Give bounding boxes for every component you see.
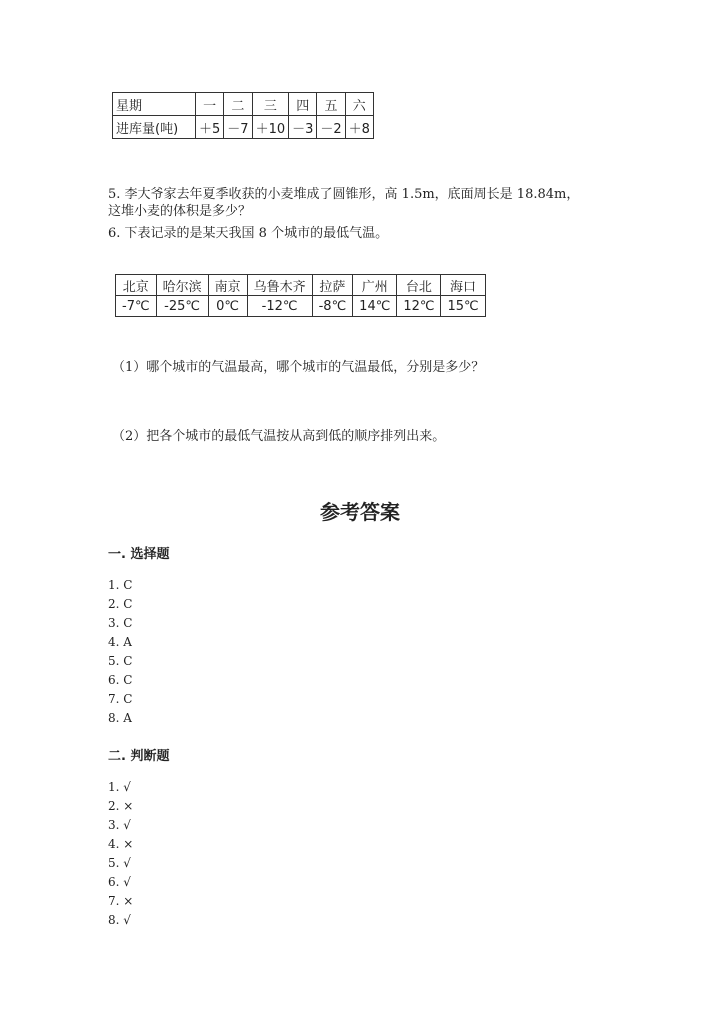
table-cell: ＋5 xyxy=(196,116,224,139)
list-item: 2. C xyxy=(108,597,133,611)
section-heading-choice: 一. 选择题 xyxy=(108,547,170,562)
list-item: 5. √ xyxy=(108,856,131,870)
temperature-table xyxy=(115,274,486,317)
temp-cell: -7℃ xyxy=(116,296,157,317)
city-cell: 台北 xyxy=(397,275,441,296)
city-cell: 南京 xyxy=(208,275,247,296)
temp-cell: 14℃ xyxy=(353,296,397,317)
list-item: 4. × xyxy=(108,837,134,851)
table-row xyxy=(116,296,486,317)
table-cell: 进库量(吨) xyxy=(113,116,196,139)
table-cell: 星期 xyxy=(113,93,196,116)
list-item: 6. √ xyxy=(108,875,131,889)
table-cell: 六 xyxy=(345,93,373,116)
list-item: 8. A xyxy=(108,711,132,725)
list-item: 7. × xyxy=(108,894,134,908)
table-cell: ＋10 xyxy=(252,116,289,139)
city-cell: 北京 xyxy=(116,275,157,296)
temp-cell: 12℃ xyxy=(397,296,441,317)
list-item: 6. C xyxy=(108,673,133,687)
sub-question-1: （1）哪个城市的气温最高，哪个城市的气温最低，分别是多少？ xyxy=(112,360,485,375)
temp-cell: 0℃ xyxy=(208,296,247,317)
question-5-line2: 这堆小麦的体积是多少？ xyxy=(108,204,252,219)
section-heading-judge: 二. 判断题 xyxy=(108,749,170,764)
city-cell: 拉萨 xyxy=(312,275,353,296)
city-cell: 哈尔滨 xyxy=(156,275,208,296)
list-item: 5. C xyxy=(108,654,133,668)
question-5-line1: 5. 李大爷家去年夏季收获的小麦堆成了圆锥形，高 1.5m，底面周长是 18.84m， xyxy=(108,187,580,202)
city-cell: 乌鲁木齐 xyxy=(247,275,312,296)
table-cell: －7 xyxy=(224,116,252,139)
table-row xyxy=(113,116,374,139)
city-cell: 海口 xyxy=(441,275,485,296)
judge-answers-list xyxy=(108,778,133,930)
table-cell: 三 xyxy=(252,93,289,116)
table-row xyxy=(116,275,486,296)
table-cell: 五 xyxy=(317,93,345,116)
list-item: 8. √ xyxy=(108,913,131,927)
list-item: 3. C xyxy=(108,616,133,630)
temp-cell: -12℃ xyxy=(247,296,312,317)
table-row xyxy=(113,93,374,116)
list-item: 2. × xyxy=(108,799,134,813)
table-cell: －2 xyxy=(317,116,345,139)
stock-table xyxy=(112,92,374,139)
question-5 xyxy=(108,186,579,220)
city-cell: 广州 xyxy=(353,275,397,296)
table-cell: 二 xyxy=(224,93,252,116)
table-cell: －3 xyxy=(289,116,317,139)
sub-question-2: （2）把各个城市的最低气温按从高到低的顺序排列出来。 xyxy=(112,429,446,444)
temp-cell: -25℃ xyxy=(156,296,208,317)
table-cell: 一 xyxy=(196,93,224,116)
temp-cell: 15℃ xyxy=(441,296,485,317)
table-cell: ＋8 xyxy=(345,116,373,139)
choice-answers-list xyxy=(108,576,132,728)
list-item: 1. √ xyxy=(108,780,131,794)
table-cell: 四 xyxy=(289,93,317,116)
list-item: 7. C xyxy=(108,692,133,706)
list-item: 4. A xyxy=(108,635,132,649)
list-item: 3. √ xyxy=(108,818,131,832)
question-6: 6. 下表记录的是某天我国 8 个城市的最低气温。 xyxy=(108,226,389,241)
answers-title: 参考答案 xyxy=(320,500,400,524)
list-item: 1. C xyxy=(108,578,133,592)
temp-cell: -8℃ xyxy=(312,296,353,317)
